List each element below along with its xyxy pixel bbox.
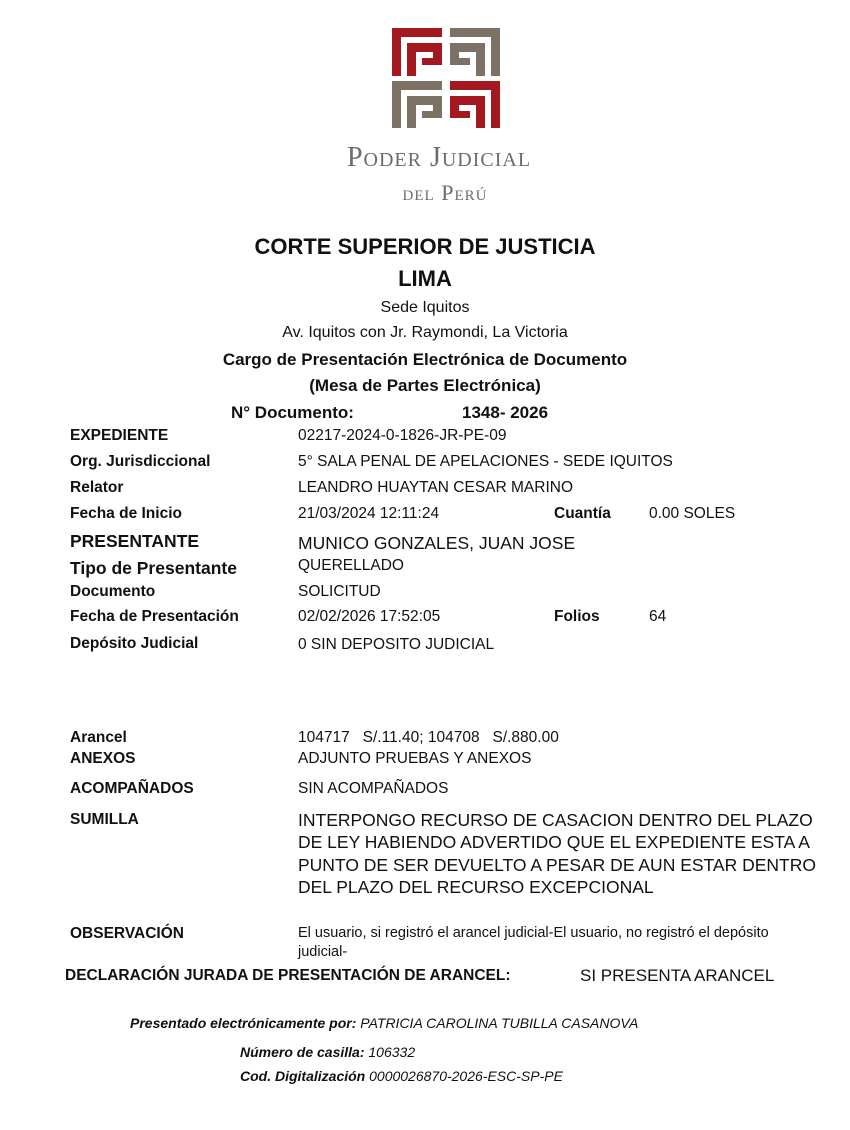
cuantia-value: 0.00 SOLES: [649, 505, 736, 522]
arancel-label: Arancel: [70, 729, 127, 746]
logo-top-left: [392, 28, 442, 76]
relator-value: LEANDRO HUAYTAN CESAR MARINO: [298, 479, 574, 496]
brand-line1: Poder Judicial: [346, 142, 532, 173]
fecha-presentacion-label: Fecha de Presentación: [70, 608, 239, 625]
casilla-value: 106332: [368, 1044, 416, 1060]
org-label: Org. Jurisdiccional: [70, 453, 211, 470]
pj-logo-icon: [390, 26, 502, 130]
presentado-label: Presentado electrónicamente por:: [130, 1015, 357, 1031]
presentado-value: PATRICIA CAROLINA TUBILLA CASANOVA: [360, 1015, 639, 1031]
relator-label: Relator: [70, 479, 124, 496]
doc-title: Cargo de Presentación Electrónica de Documento: [222, 350, 628, 369]
cuantia-label: Cuantía: [554, 505, 611, 522]
logo-bottom-left: [392, 81, 442, 128]
folios-label: Folios: [554, 608, 600, 625]
presentante-value: MUNICO GONZALES, JUAN JOSE: [298, 533, 576, 553]
folios-value: 64: [649, 608, 667, 625]
anexos-label: ANEXOS: [70, 750, 136, 767]
anexos-value: ADJUNTO PRUEBAS Y ANEXOS: [298, 750, 532, 767]
declaracion-value: SI PRESENTA ARANCEL: [580, 966, 775, 985]
arancel-value: 104717 S/.11.40; 104708 S/.880.00: [298, 729, 559, 746]
casilla-label: Número de casilla:: [240, 1044, 365, 1060]
acompanados-label: ACOMPAÑADOS: [70, 780, 194, 797]
documento-value: SOLICITUD: [298, 583, 381, 600]
fecha-presentacion-value: 02/02/2026 17:52:05: [298, 608, 441, 625]
documento-label: Documento: [70, 583, 156, 600]
cod-value: 0000026870-2026-ESC-SP-PE: [369, 1068, 563, 1084]
cod-label: Cod. Digitalización: [240, 1068, 366, 1084]
presentado-line: [130, 1015, 638, 1031]
observacion-label: OBSERVACIÓN: [70, 925, 184, 942]
deposito-value: 0 SIN DEPOSITO JUDICIAL: [298, 636, 495, 653]
fecha-inicio-value: 21/03/2024 12:11:24: [298, 505, 440, 522]
doc-subtitle: (Mesa de Partes Electrónica): [309, 376, 541, 395]
casilla-line: [240, 1044, 415, 1060]
expediente-value: 02217-2024-0-1826-JR-PE-09: [298, 427, 507, 444]
address: Av. Iquitos con Jr. Raymondi, La Victoria: [282, 324, 568, 341]
expediente-label: EXPEDIENTE: [70, 427, 169, 444]
court-city: LIMA: [398, 266, 452, 291]
presentante-label: PRESENTANTE: [70, 531, 199, 551]
logo-bottom-right: [450, 81, 500, 128]
tipo-presentante-value: QUERELLADO: [298, 557, 404, 574]
doc-number: 1348- 2026: [462, 403, 549, 422]
org-value: 5° SALA PENAL DE APELACIONES - SEDE IQUITOS: [298, 453, 673, 470]
doc-number-label: N° Documento:: [231, 403, 354, 422]
cod-line: [240, 1068, 563, 1084]
brand-line2: del Perú: [402, 180, 488, 205]
fecha-inicio-label: Fecha de Inicio: [70, 505, 182, 522]
acompanados-value: SIN ACOMPAÑADOS: [298, 780, 449, 797]
observacion-value: El usuario, si registró el arancel judicial-El usuario, no registró el depósito judicial-: [298, 925, 769, 960]
logo-top-right: [450, 28, 500, 76]
deposito-label: Depósito Judicial: [70, 635, 199, 652]
court-title: CORTE SUPERIOR DE JUSTICIA: [254, 234, 596, 259]
declaracion-label: DECLARACIÓN JURADA DE PRESENTACIÓN DE ARANCEL:: [65, 967, 511, 984]
tipo-presentante-label: Tipo de Presentante: [70, 558, 237, 578]
sede: Sede Iquitos: [380, 299, 470, 316]
sumilla-label: SUMILLA: [70, 811, 139, 828]
sumilla-value: INTERPONGO RECURSO DE CASACION DENTRO DEL PLAZO DE LEY HABIENDO ADVERTIDO QUE EL EXPEDIENTE ESTA A PUNTO DE SER DEVUELTO A PESAR DE AUN ESTAR DENTRO DEL PLAZO DEL RECURSO EXCEPCIONAL: [298, 810, 816, 897]
